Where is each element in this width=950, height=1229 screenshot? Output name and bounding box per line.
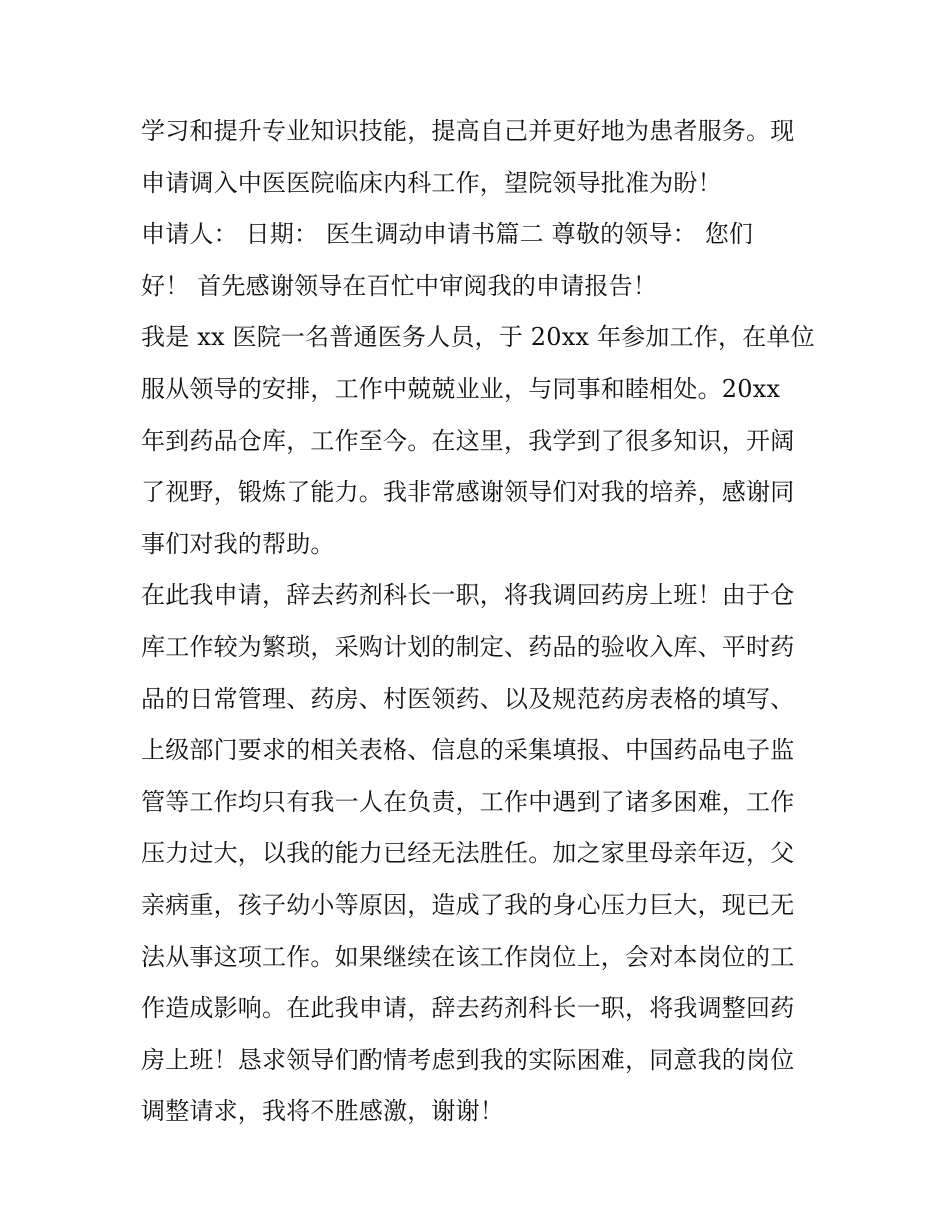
text-line: 我是 xx 医院一名普通医务人员，于 20xx 年参加工作，在单位 (141, 323, 815, 352)
text-line: 事们对我的帮助。 (141, 529, 335, 558)
text-line: 年到药品仓库，工作至今。在这里，我学到了很多知识，开阔 (141, 426, 795, 455)
text-line: 管等工作均只有我一人在负责，工作中遇到了诸多困难，工作 (141, 787, 795, 816)
text-line: 法从事这项工作。如果继续在该工作岗位上，会对本岗位的工 (141, 942, 795, 971)
text-line: 库工作较为繁琐，采购计划的制定、药品的验收入库、平时药 (141, 632, 795, 661)
text-line: 上级部门要求的相关表格、信息的采集填报、中国药品电子监 (141, 736, 795, 765)
text-line: 调整请求，我将不胜感激，谢谢！ (141, 1097, 504, 1126)
text-line: 品的日常管理、药房、村医领药、以及规范药房表格的填写、 (141, 684, 795, 713)
text-line: 服从领导的安排，工作中兢兢业业，与同事和睦相处。20xx (141, 374, 781, 403)
text-line: 亲病重，孩子幼小等原因，造成了我的身心压力巨大，现已无 (141, 890, 795, 919)
text-line: 学习和提升专业知识技能，提高自己并更好地为患者服务。现 (141, 117, 795, 145)
text-line: 作造成影响。在此我申请，辞去药剂科长一职，将我调整回药 (141, 994, 795, 1023)
text-line: 房上班！恳求领导们酌情考虑到我的实际困难，同意我的岗位 (141, 1045, 795, 1074)
text-line: 申请调入中医医院临床内科工作，望院领导批准为盼！ (141, 168, 722, 197)
text-line: 好！ 首先感谢领导在百忙中审阅我的申请报告！ (141, 271, 658, 300)
text-line: 压力过大，以我的能力已经无法胜任。加之家里母亲年迈，父 (141, 839, 795, 868)
text-line: 了视野，锻炼了能力。我非常感谢领导们对我的培养，感谢同 (141, 478, 795, 507)
text-line: 在此我申请，辞去药剂科长一职，将我调回药房上班！由于仓 (141, 581, 795, 610)
document-body (141, 106, 821, 1138)
text-line: 申请人： 日期： 医生调动申请书篇二 尊敬的领导： 您们 (141, 220, 754, 249)
